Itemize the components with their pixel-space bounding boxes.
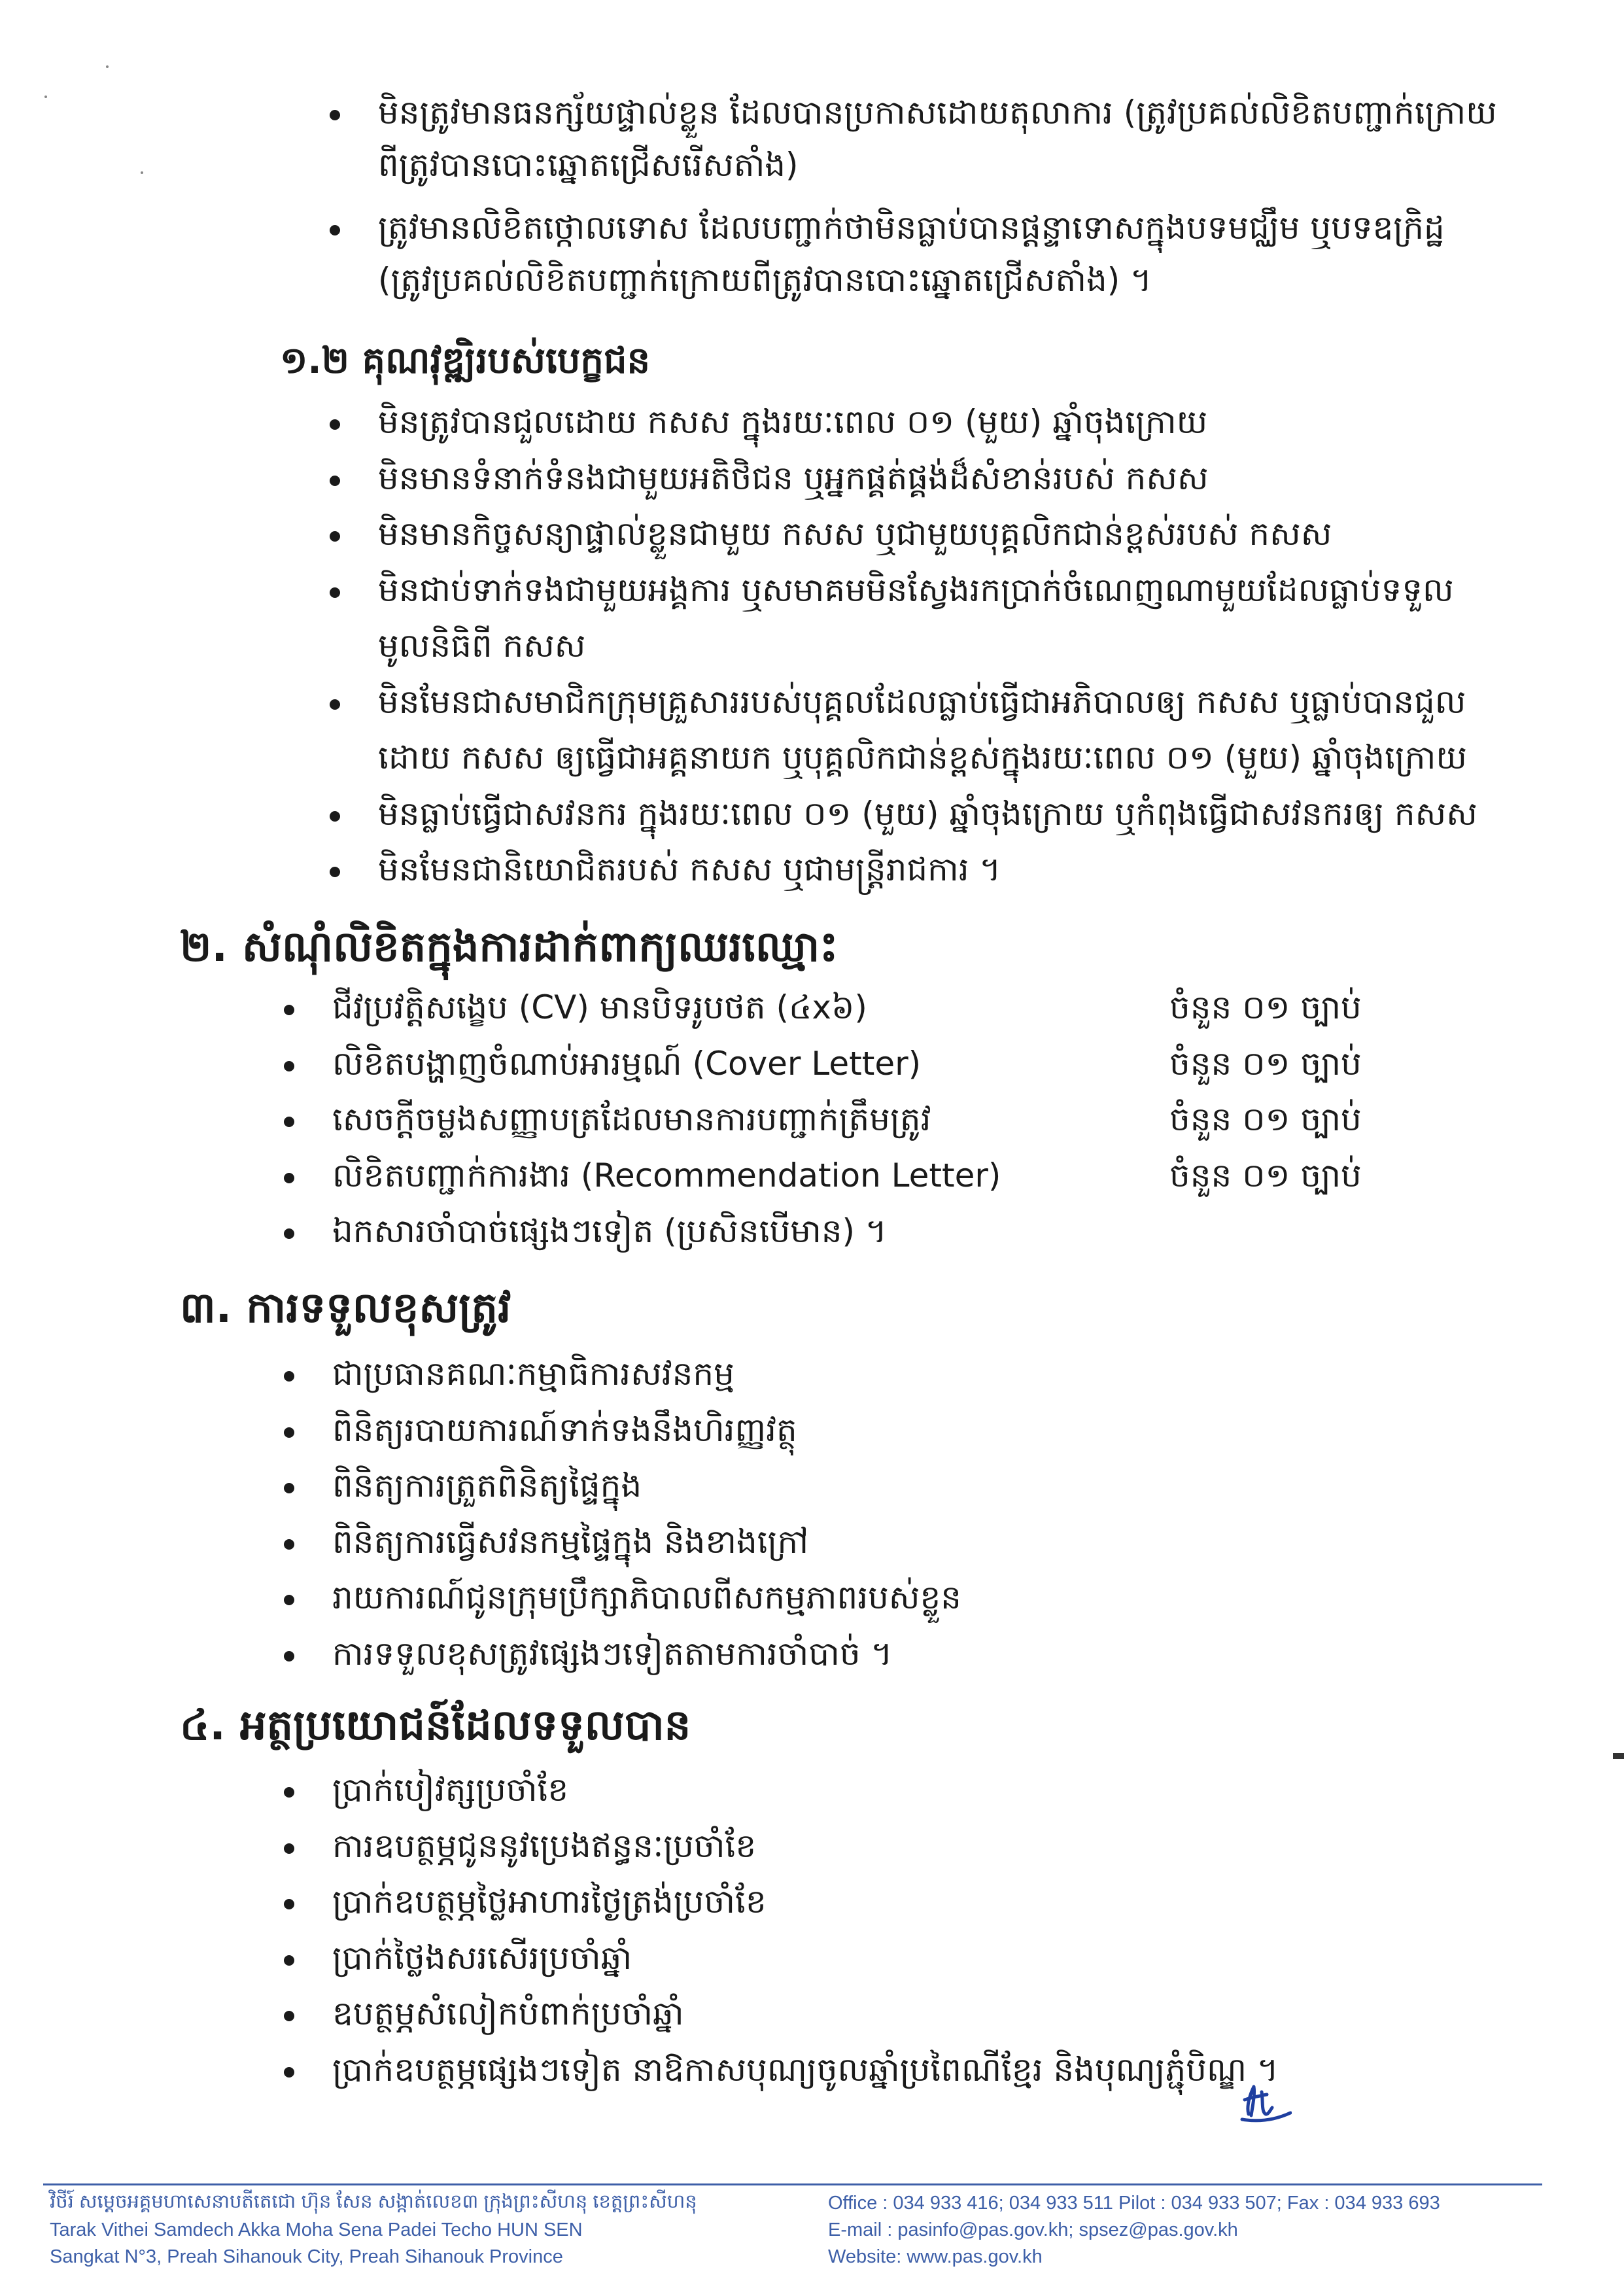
document-quantity: ចំនួន ០១ ច្បាប់	[1169, 1045, 1362, 1083]
footer-address-line-1: Tarak Vithei Samdech Akka Moha Sena Padei Techo HUN SEN	[50, 2219, 583, 2240]
scan-speck	[141, 171, 143, 174]
list-item: មិនមែនជានិយោជិតរបស់ កសស ឬជាមន្ត្រីរាជការ ។	[378, 850, 1001, 888]
section-heading-responsibilities: ៣. ការទទួលខុសត្រូវ	[180, 1284, 511, 1332]
document-item: សេចក្តីចម្លងសញ្ញាបត្រដែលមានការបញ្ជាក់ត្រឹមត្រូវ	[332, 1100, 931, 1138]
document-item: ជីវប្រវត្តិសង្ខេប (CV) មានបិទរូបថត (៤x៦)	[332, 988, 867, 1026]
list-item: ប្រាក់ថ្លៃងសរសើរប្រចាំឆ្នាំ	[332, 1939, 632, 1977]
list-item: មិនត្រូវបានជួលដោយ កសស ក្នុងរយៈពេល ០១ (មួយ) ឆ្នាំចុងក្រោយ	[378, 403, 1208, 441]
document-item: ឯកសារចាំបាច់ផ្សេងៗទៀត (ប្រសិនបើមាន) ។	[332, 1212, 887, 1250]
list-item-continuation: (ត្រូវប្រគល់លិខិតបញ្ជាក់ក្រោយពីត្រូវបានបោះឆ្នោតជ្រើសតាំង) ។	[378, 261, 1152, 299]
scan-speck	[44, 96, 47, 98]
list-item: ជាប្រធានគណៈកម្មាធិការសវនកម្ម	[332, 1355, 734, 1393]
list-item: ការទទួលខុសត្រូវផ្សេងៗទៀតតាមការចាំបាច់ ។	[332, 1635, 893, 1673]
list-item: មិនត្រូវមានធនក្ស័យផ្ទាល់ខ្លួន ដែលបានប្រកាសដោយតុលាការ (ត្រូវប្រគល់លិខិតបញ្ជាក់ក្រោយ	[378, 94, 1497, 131]
list-item: ប្រាក់ឧបត្ថម្ភផ្សេងៗទៀត នាឱកាសបុណ្យចូលឆ្នាំប្រពៃណីខ្មែរ និងបុណ្យភ្ជុំបិណ្ឌ ។	[332, 2051, 1279, 2089]
list-item: ប្រាក់ឧបត្ថម្ភថ្លៃអាហារថ្ងៃត្រង់ប្រចាំខែ	[332, 1883, 767, 1921]
scan-speck	[106, 65, 109, 68]
section-heading-benefits: ៤. អត្ថប្រយោជន៍ដែលទទួលបាន	[180, 1701, 691, 1750]
list-item: មិនមែនជាសមាជិកក្រុមគ្រួសាររបស់បុគ្គលដែលធ្លាប់ធ្វើជាអភិបាលឲ្យ កសស ឬធ្លាប់បានជួល	[378, 683, 1466, 721]
document-item: លិខិតបង្ហាញចំណាប់អារម្មណ៍ (Cover Letter)	[332, 1045, 922, 1083]
scan-edge-mark	[1613, 1753, 1624, 1759]
list-item: ប្រាក់បៀវត្សប្រចាំខែ	[332, 1771, 569, 1809]
footer-divider	[43, 2183, 1542, 2185]
footer-address-line-2: Sangkat N°3, Preah Sihanouk City, Preah Sihanouk Province	[50, 2246, 563, 2267]
footer-phone-fax: Office : 034 933 416; 034 933 511 Pilot : 034 933 507; Fax : 034 933 693	[828, 2193, 1440, 2214]
footer-email: E-mail : pasinfo@pas.gov.kh; spsez@pas.gov.kh	[828, 2219, 1238, 2240]
list-item-continuation: មូលនិធិពី កសស	[378, 627, 586, 665]
list-item: មិនធ្លាប់ធ្វើជាសវនករ ក្នុងរយៈពេល ០១ (មួយ) ឆ្នាំចុងក្រោយ ឬកំពុងធ្វើជាសវនករឲ្យ កសស	[378, 795, 1477, 833]
list-item: មិនមានទំនាក់ទំនងជាមួយអតិថិជន ឬអ្នកផ្គត់ផ្គង់ដ៏សំខាន់របស់ កសស	[378, 459, 1209, 497]
list-item: រាយការណ៍ជូនក្រុមប្រឹក្សាភិបាលពីសកម្មភាពរបស់ខ្លួន	[332, 1578, 961, 1616]
document-quantity: ចំនួន ០១ ច្បាប់	[1169, 1100, 1362, 1138]
list-item: ពិនិត្យការធ្វើសវនកម្មផ្ទៃក្នុង និងខាងក្រៅ	[332, 1523, 809, 1561]
footer-website: Website: www.pas.gov.kh	[828, 2246, 1043, 2267]
list-item: ពិនិត្យរបាយការណ៍ទាក់ទងនឹងហិរញ្ញវត្ថុ	[332, 1411, 797, 1449]
list-item: ឧបត្ថម្ភសំលៀកបំពាក់ប្រចាំឆ្នាំ	[332, 1994, 684, 2032]
list-item-continuation: ដោយ កសស ឲ្យធ្វើជាអគ្គនាយក ឬបុគ្គលិកជាន់ខ្ពស់ក្នុងរយៈពេល ០១ (មួយ) ឆ្នាំចុងក្រោយ	[378, 739, 1468, 776]
list-item-continuation: ពីត្រូវបានបោះឆ្នោតជ្រើសរើសតាំង)	[378, 146, 799, 184]
list-item: ការឧបត្ថម្ភជូននូវប្រេងឥន្ធនៈប្រចាំខែ	[332, 1827, 757, 1865]
list-item: មិនមានកិច្ចសន្យាផ្ទាល់ខ្លួនជាមួយ កសស ឬជាមួយបុគ្គលិកជាន់ខ្ពស់របស់ កសស	[378, 515, 1332, 553]
document-quantity: ចំនួន ០១ ច្បាប់	[1169, 1157, 1362, 1194]
document-quantity: ចំនួន ០១ ច្បាប់	[1169, 988, 1362, 1026]
section-heading-documents: ២. សំណុំលិខិតក្នុងការដាក់ពាក្យឈរឈ្មោះ	[180, 923, 838, 971]
signature-initial	[1239, 2080, 1292, 2126]
document-item: លិខិតបញ្ជាក់ការងារ (Recommendation Letter)	[332, 1157, 1001, 1194]
list-item: ត្រូវមានលិខិតថ្កោលទោស ដែលបញ្ជាក់ថាមិនធ្លាប់បានផ្តន្ទាទោសក្នុងបទមជ្ឈឹម ឬបទឧក្រិដ្ឋ	[378, 209, 1445, 247]
footer-address-khmer: វិថីរ៍ សម្តេចអគ្គមហាសេនាបតីតេជោ ហ៊ុន សែន សង្កាត់លេខ៣ ក្រុងព្រះសីហនុ ខេត្តព្រះសីហនុ	[50, 2191, 697, 2212]
list-item: ពិនិត្យការត្រួតពិនិត្យផ្ទៃក្នុង	[332, 1467, 642, 1505]
list-item: មិនជាប់ទាក់ទងជាមួយអង្គការ ឬសមាគមមិនស្វែងរកប្រាក់ចំណេញណាមួយដែលធ្លាប់ទទួល	[378, 571, 1454, 609]
section-heading-qualifications: ១.២ គុណវុឌ្ឍិរបស់បេក្ខជន	[280, 339, 651, 382]
